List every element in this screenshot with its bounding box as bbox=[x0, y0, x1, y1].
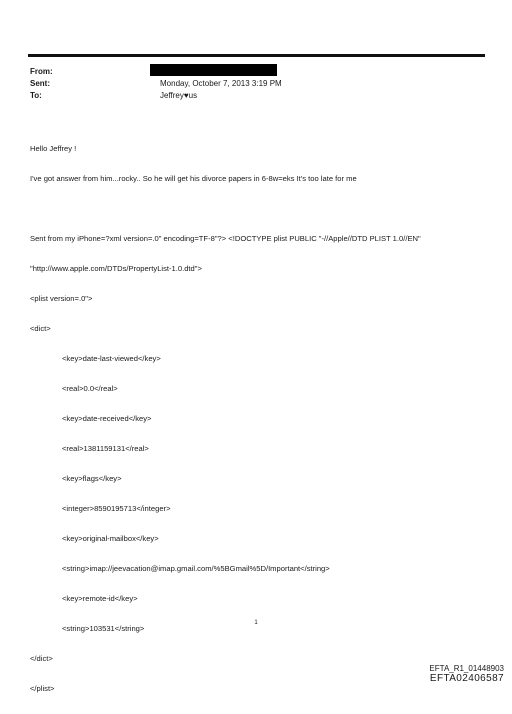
sent-value: Monday, October 7, 2013 3:19 PM bbox=[160, 79, 282, 88]
from-row bbox=[30, 66, 480, 78]
sent-from-line: Sent from my iPhone=?xml version=.0" encoding=TF-8"?> <!DOCTYPE plist PUBLIC "-//Apple//DTD PLIST 1.0//EN" bbox=[30, 234, 421, 243]
paragraph-gap bbox=[30, 204, 480, 214]
page-number: 1 bbox=[254, 620, 258, 626]
dict-line: <key>original-mailbox</key> bbox=[62, 534, 159, 543]
dict-line: <real>1381159131</real> bbox=[62, 444, 149, 453]
to-value: Jeffrey♥us bbox=[160, 91, 198, 100]
dict-line: <key>flags</key> bbox=[62, 474, 122, 483]
dict-open-line: <dict> bbox=[30, 324, 51, 333]
sent-label: Sent: bbox=[30, 79, 50, 88]
footer-identifiers bbox=[429, 664, 504, 684]
dict-line: <string>imap://jeevacation@imap.gmail.com/%5BGmail%5D/Important</string> bbox=[62, 564, 330, 573]
dict-line: <string>103531</string> bbox=[62, 624, 145, 633]
from-label: From: bbox=[30, 67, 53, 76]
dict-line: <integer>8590195713</integer> bbox=[62, 504, 171, 513]
dict-close-line: </dict> bbox=[30, 654, 53, 663]
sent-row bbox=[30, 78, 480, 90]
dict-line: <real>0.0</real> bbox=[62, 384, 118, 393]
footer-id-1: EFTA_R1_01448903 bbox=[429, 664, 504, 673]
greeting-line: Hello Jeffrey ! bbox=[30, 144, 77, 153]
to-label: To: bbox=[30, 91, 42, 100]
to-row bbox=[30, 90, 480, 102]
footer-id-2: EFTA02406587 bbox=[429, 673, 504, 684]
email-header bbox=[30, 66, 480, 102]
dict-line: <key>remote-id</key> bbox=[62, 594, 138, 603]
plist-close-line: </plist> bbox=[30, 684, 55, 693]
dict-line: <key>date-received</key> bbox=[62, 414, 152, 423]
header-rule bbox=[28, 54, 485, 57]
dict-line: <key>date-last-viewed</key> bbox=[62, 354, 161, 363]
dtd-url-line: "http://www.apple.com/DTDs/PropertyList-1.0.dtd"> bbox=[30, 264, 202, 273]
message-line: I've got answer from him...rocky.. So he will get his divorce papers in 6-8w=eks It's too late for me bbox=[30, 174, 357, 183]
plist-open-line: <plist version=.0"> bbox=[30, 294, 93, 303]
